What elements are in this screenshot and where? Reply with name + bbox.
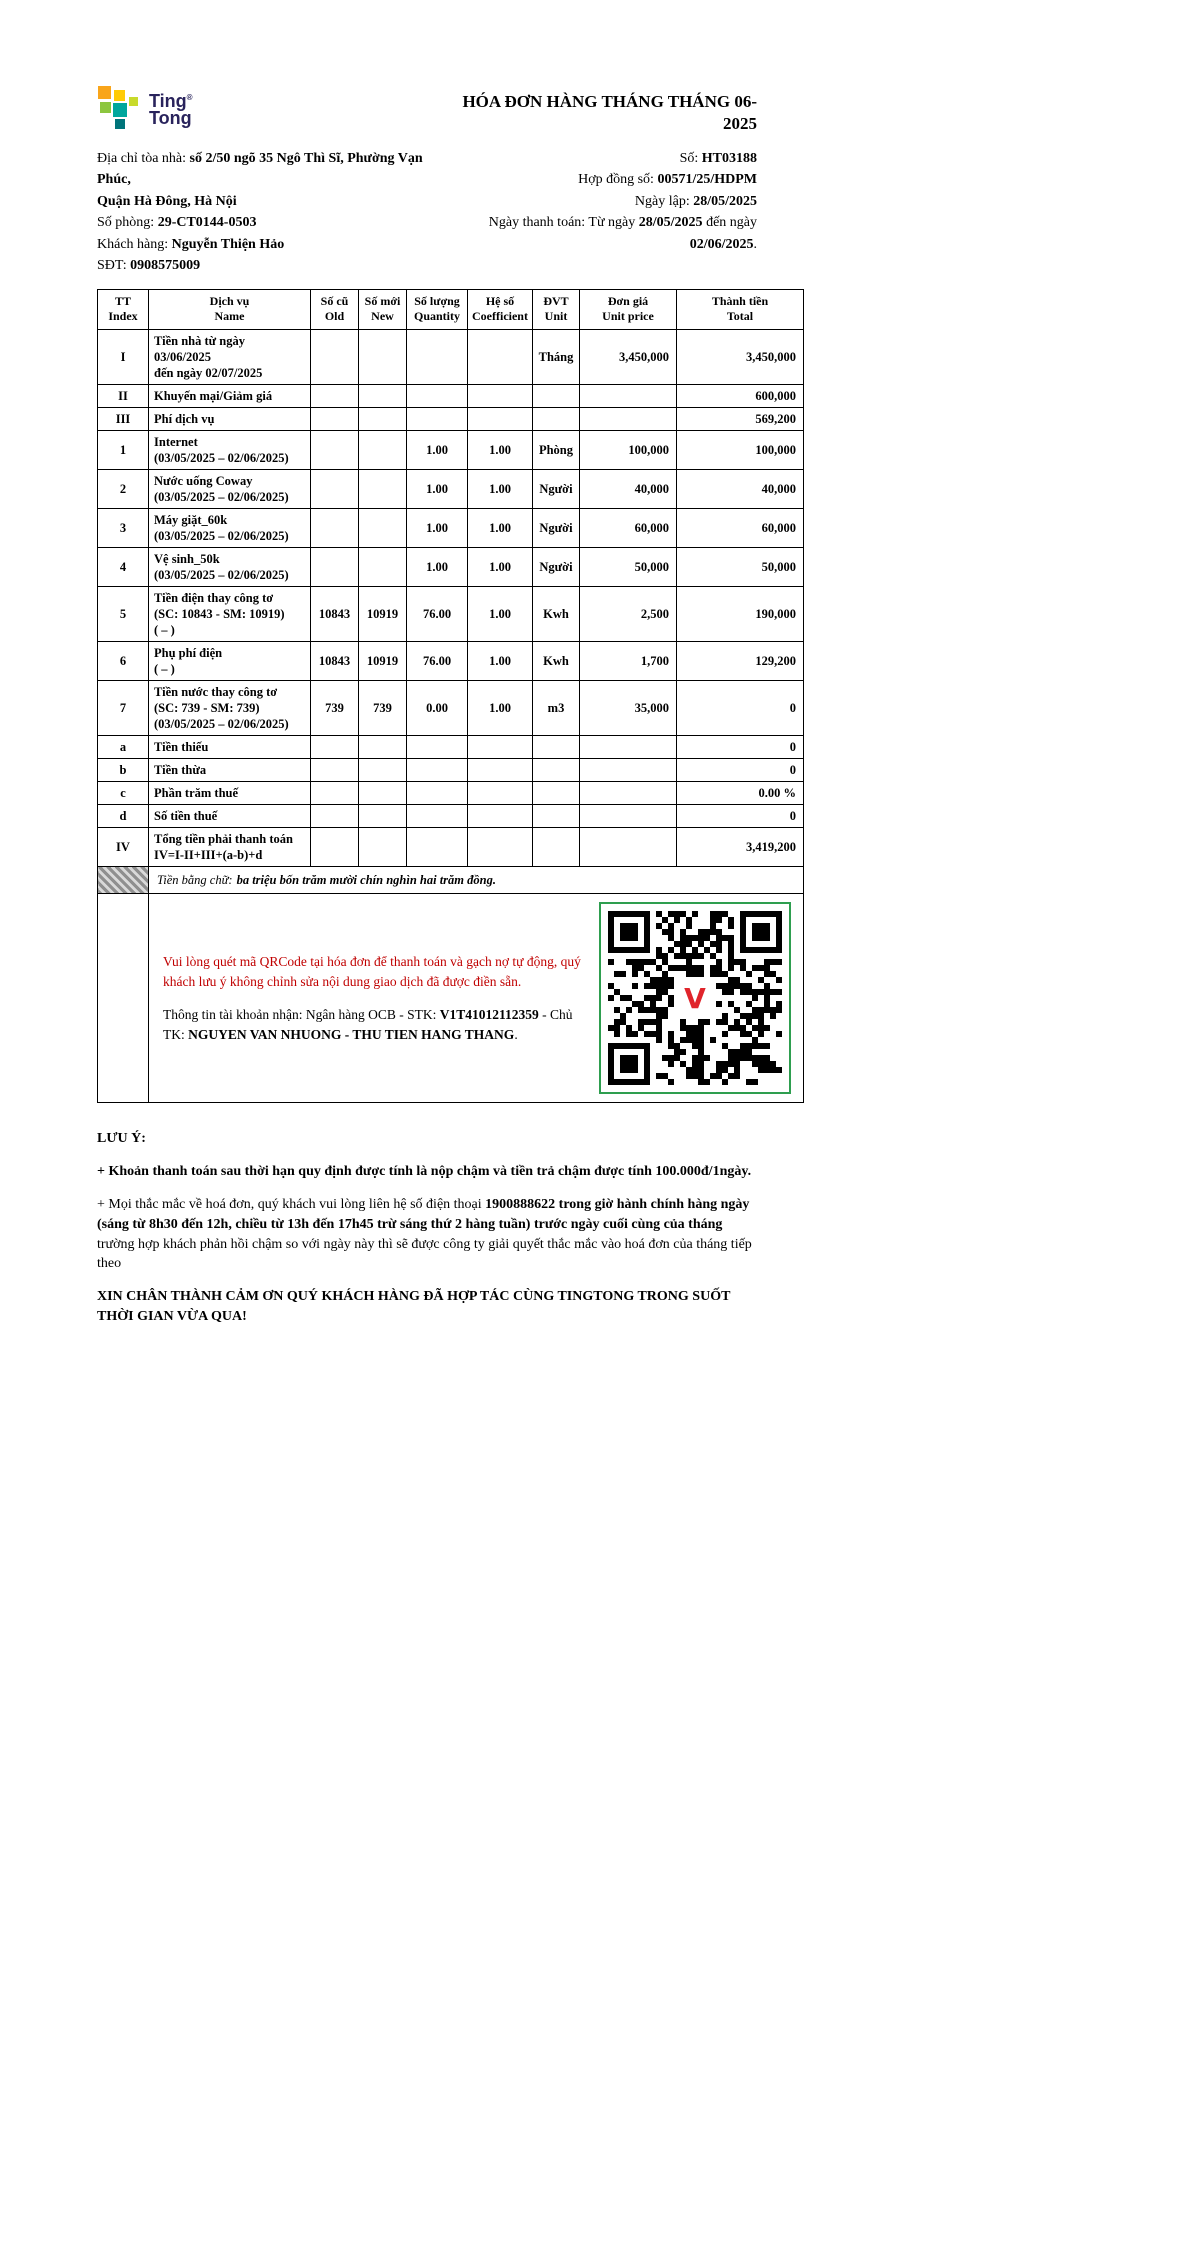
text-segment: Ngày thanh toán: Từ ngày	[488, 215, 639, 231]
cell-name: Nước uống Coway (03/05/2025 – 02/06/2025)	[149, 470, 311, 509]
cell-tt: I	[98, 330, 149, 385]
cell-new	[359, 385, 407, 408]
thanks-note: XIN CHÂN THÀNH CẢM ƠN QUÝ KHÁCH HÀNG ĐÃ HỢP TÁC CÙNG TINGTONG TRONG SUỐT THỜI GIAN VỪA QUA!	[97, 1289, 731, 1325]
cell-qty: 0.00	[407, 681, 468, 736]
cell-old: 10843	[311, 642, 359, 681]
column-header-unit: ĐVT Unit	[533, 289, 580, 329]
cell-unit	[533, 828, 580, 867]
invoice-table	[97, 289, 804, 1103]
cell-coef: 1.00	[468, 587, 533, 642]
notes-heading: LƯU Ý:	[97, 1131, 146, 1147]
cell-total: 60,000	[677, 509, 804, 548]
cell-unit: m3	[533, 681, 580, 736]
cell-qty	[407, 330, 468, 385]
cell-total: 3,450,000	[677, 330, 804, 385]
cell-name: Phí dịch vụ	[149, 408, 311, 431]
cell-new: 10919	[359, 642, 407, 681]
invoice-table-body	[98, 330, 804, 867]
page-title	[462, 85, 757, 136]
cell-old: 739	[311, 681, 359, 736]
cell-total: 0	[677, 759, 804, 782]
cell-old: 10843	[311, 587, 359, 642]
cell-name: Tiền thừa	[149, 759, 311, 782]
info-value: 0908575009	[130, 258, 201, 274]
registered-mark: ®	[186, 93, 193, 102]
table-row	[98, 782, 804, 805]
cell-name: Phần trăm thuế	[149, 782, 311, 805]
text-segment: trường hợp khách phản hồi chậm so với ngày này thì sẽ được công ty giải quyết thắc mắc vào hoá đơn của tháng tiếp theo	[97, 1236, 752, 1272]
cell-name: Internet (03/05/2025 – 02/06/2025)	[149, 431, 311, 470]
building-address-line2: Quận Hà Đông, Hà Nội	[97, 193, 237, 209]
cell-coef: 1.00	[468, 681, 533, 736]
phone-line	[97, 255, 438, 277]
cell-coef	[468, 385, 533, 408]
cell-unit: Người	[533, 509, 580, 548]
cell-qty	[407, 408, 468, 431]
info-value: số 2/50 ngõ 35 Ngô Thì Sĩ, Phường Vạn Phúc,	[97, 150, 423, 188]
cell-total: 0	[677, 736, 804, 759]
cell-price: 50,000	[580, 548, 677, 587]
page-title-line2: 2025	[723, 114, 757, 134]
cell-tt: b	[98, 759, 149, 782]
amount-in-words-row	[98, 867, 804, 894]
notes-section	[97, 1129, 757, 1327]
table-header	[98, 289, 804, 329]
cell-tt: 6	[98, 642, 149, 681]
cell-total: 600,000	[677, 385, 804, 408]
late-fee-note: + Khoản thanh toán sau thời hạn quy định được tính là nộp chậm và tiền trả chậm được tính 100.000đ/1ngày.	[97, 1163, 752, 1179]
qr-payment-note: Vui lòng quét mã QRCode tại hóa đơn để thanh toán và gạch nợ tự động, quý khách lưu ý không chỉnh sửa nội dung giao dịch đã được điền sẵn.	[163, 953, 581, 989]
cell-unit: Kwh	[533, 642, 580, 681]
cell-new: 10919	[359, 587, 407, 642]
table-row	[98, 431, 804, 470]
text-segment: - Chủ TK:	[163, 1007, 573, 1042]
text-segment: 1900888622 trong giờ hành chính hàng ngày (sáng từ 8h30 đến 12h, chiều từ 13h đến 17h45 trừ sáng thứ 2 hàng tuần)	[97, 1196, 750, 1232]
cell-old	[311, 759, 359, 782]
cell-qty	[407, 736, 468, 759]
amount-in-words-label: Tiền bằng chữ:	[157, 873, 233, 888]
payment-section	[149, 894, 804, 1103]
info-value: 29-CT0144-0503	[157, 215, 257, 231]
cell-total: 100,000	[677, 431, 804, 470]
cell-old	[311, 330, 359, 385]
info-label: Số:	[679, 150, 702, 166]
info-value: Nguyễn Thiện Hảo	[171, 236, 285, 252]
cell-new	[359, 470, 407, 509]
cell-unit	[533, 385, 580, 408]
cell-price: 100,000	[580, 431, 677, 470]
column-header-tt: TT Index	[98, 289, 149, 329]
text-segment: 28/05/2025	[638, 215, 703, 231]
tingtong-logo-icon	[97, 85, 141, 133]
info-value: 28/05/2025	[693, 193, 757, 209]
cell-name: Tiền thiếu	[149, 736, 311, 759]
cell-old	[311, 828, 359, 867]
cell-name: Tổng tiền phải thanh toán IV=I-II+III+(a-b)+d	[149, 828, 311, 867]
cell-tt: 5	[98, 587, 149, 642]
cell-coef	[468, 736, 533, 759]
cell-name: Khuyến mại/Giảm giá	[149, 385, 311, 408]
cell-total: 0	[677, 681, 804, 736]
tingtong-logo	[97, 85, 193, 133]
column-header-quantity: Số lượng Quantity	[407, 289, 468, 329]
cell-qty: 1.00	[407, 431, 468, 470]
cell-price	[580, 736, 677, 759]
cell-new	[359, 759, 407, 782]
logo-word-ting: Ting	[149, 91, 187, 111]
cell-tt: 2	[98, 470, 149, 509]
cell-qty: 76.00	[407, 587, 468, 642]
text-segment: Thông tin tài khoản nhận: Ngân hàng OCB - STK:	[163, 1007, 440, 1023]
cell-old	[311, 509, 359, 548]
table-row	[98, 681, 804, 736]
cell-total: 3,419,200	[677, 828, 804, 867]
text-segment: .	[514, 1026, 518, 1042]
table-row	[98, 330, 804, 385]
text-segment: trước ngày cuối cùng của tháng	[530, 1216, 723, 1232]
table-row	[98, 587, 804, 642]
cell-price	[580, 408, 677, 431]
logo-word-tong: Tong	[149, 108, 192, 128]
invoice-number-line	[438, 148, 757, 170]
cell-new	[359, 805, 407, 828]
cell-name: Số tiền thuế	[149, 805, 311, 828]
text-segment: đến ngày	[702, 215, 757, 231]
cell-coef	[468, 782, 533, 805]
cell-coef	[468, 828, 533, 867]
cell-unit: Phòng	[533, 431, 580, 470]
info-label: Địa chỉ tòa nhà:	[97, 150, 190, 166]
cell-unit: Người	[533, 548, 580, 587]
amount-in-words-value: ba triệu bốn trăm mười chín nghìn hai trăm đồng.	[236, 873, 496, 888]
cell-unit	[533, 408, 580, 431]
cell-qty: 76.00	[407, 642, 468, 681]
issue-date-line	[438, 191, 757, 213]
cell-unit	[533, 782, 580, 805]
cell-price	[580, 759, 677, 782]
text-segment: NGUYEN VAN NHUONG - THU TIEN HANG THANG	[188, 1026, 515, 1042]
header	[97, 85, 803, 136]
cell-new: 739	[359, 681, 407, 736]
cell-price: 60,000	[580, 509, 677, 548]
cell-coef: 1.00	[468, 548, 533, 587]
cell-unit: Người	[533, 470, 580, 509]
building-address-line1	[97, 148, 438, 191]
text-segment: V1T41012112359	[439, 1007, 539, 1023]
contact-note	[97, 1195, 757, 1275]
cell-coef	[468, 759, 533, 782]
table-row	[98, 828, 804, 867]
cell-unit	[533, 736, 580, 759]
cell-name: Máy giặt_60k (03/05/2025 – 02/06/2025)	[149, 509, 311, 548]
cell-new	[359, 431, 407, 470]
cell-tt: III	[98, 408, 149, 431]
info-label: SĐT:	[97, 258, 131, 274]
payment-date-line	[438, 212, 757, 255]
table-row	[98, 642, 804, 681]
info-label: Hợp đồng số:	[578, 172, 658, 188]
column-header-new: Số mới New	[359, 289, 407, 329]
cell-total: 40,000	[677, 470, 804, 509]
info-left	[97, 148, 438, 277]
cell-unit: Kwh	[533, 587, 580, 642]
table-row	[98, 548, 804, 587]
column-header-total: Thành tiền Total	[677, 289, 804, 329]
info-label: Ngày lập:	[634, 193, 694, 209]
cell-total: 190,000	[677, 587, 804, 642]
cell-old	[311, 782, 359, 805]
cell-price: 3,450,000	[580, 330, 677, 385]
cell-qty: 1.00	[407, 548, 468, 587]
cell-old	[311, 548, 359, 587]
hatch-cell	[98, 867, 149, 894]
cell-coef: 1.00	[468, 470, 533, 509]
cell-total: 50,000	[677, 548, 804, 587]
cell-old	[311, 431, 359, 470]
cell-qty	[407, 385, 468, 408]
qr-code	[599, 902, 791, 1094]
cell-tt: a	[98, 736, 149, 759]
cell-price	[580, 782, 677, 805]
cell-qty: 1.00	[407, 509, 468, 548]
cell-total: 0	[677, 805, 804, 828]
table-row	[98, 470, 804, 509]
cell-new	[359, 408, 407, 431]
cell-tt: II	[98, 385, 149, 408]
cell-old	[311, 805, 359, 828]
cell-tt: 7	[98, 681, 149, 736]
cell-old	[311, 385, 359, 408]
info-label: Số phòng:	[97, 215, 158, 231]
contract-number-line	[438, 169, 757, 191]
text-segment: 02/06/2025	[689, 236, 754, 252]
column-header-name: Dịch vụ Name	[149, 289, 311, 329]
invoice-info	[97, 148, 803, 277]
text-segment: + Mọi thắc mắc về hoá đơn, quý khách vui lòng liên hệ số điện thoại	[97, 1196, 486, 1212]
cell-name: Tiền nước thay công tơ (SC: 739 - SM: 739) (03/05/2025 – 02/06/2025)	[149, 681, 311, 736]
cell-qty	[407, 759, 468, 782]
cell-qty	[407, 828, 468, 867]
cell-name: Phụ phí điện ( – )	[149, 642, 311, 681]
cell-unit: Tháng	[533, 330, 580, 385]
cell-new	[359, 828, 407, 867]
cell-qty	[407, 805, 468, 828]
cell-qty: 1.00	[407, 470, 468, 509]
cell-new	[359, 509, 407, 548]
customer-name-line	[97, 234, 438, 256]
cell-tt: d	[98, 805, 149, 828]
info-label: Khách hàng:	[97, 236, 172, 252]
cell-new	[359, 782, 407, 805]
cell-price: 1,700	[580, 642, 677, 681]
cell-tt: IV	[98, 828, 149, 867]
table-row	[98, 509, 804, 548]
table-row	[98, 759, 804, 782]
header-row	[98, 289, 804, 329]
cell-coef	[468, 805, 533, 828]
cell-tt: 4	[98, 548, 149, 587]
cell-qty	[407, 782, 468, 805]
info-right	[438, 148, 757, 277]
cell-coef	[468, 330, 533, 385]
table-row	[98, 736, 804, 759]
cell-price	[580, 805, 677, 828]
cell-tt: 1	[98, 431, 149, 470]
info-value: 00571/25/HDPM	[657, 172, 757, 188]
cell-total: 0.00 %	[677, 782, 804, 805]
cell-old	[311, 408, 359, 431]
qr-row	[98, 894, 804, 1103]
cell-name: Tiền điện thay công tơ (SC: 10843 - SM: 10919) ( – )	[149, 587, 311, 642]
invoice-page	[97, 85, 803, 1340]
cell-unit	[533, 805, 580, 828]
cell-name: Vệ sinh_50k (03/05/2025 – 02/06/2025)	[149, 548, 311, 587]
cell-tt: c	[98, 782, 149, 805]
column-header-unit-price: Đơn giá Unit price	[580, 289, 677, 329]
cell-coef: 1.00	[468, 431, 533, 470]
logo-text	[149, 85, 193, 127]
cell-price: 40,000	[580, 470, 677, 509]
info-value: HT03188	[701, 150, 757, 166]
cell-price	[580, 828, 677, 867]
cell-tt: 3	[98, 509, 149, 548]
text-segment: .	[753, 236, 757, 252]
cell-unit	[533, 759, 580, 782]
page-title-line1: HÓA ĐƠN HÀNG THÁNG THÁNG 06-	[462, 92, 757, 111]
cell-total: 129,200	[677, 642, 804, 681]
svg-text:V: V	[684, 982, 706, 1016]
cell-new	[359, 736, 407, 759]
column-header-coefficient: Hệ số Coefficient	[468, 289, 533, 329]
account-info	[163, 1005, 585, 1044]
qr-row-left-cell	[98, 894, 149, 1103]
cell-name: Tiền nhà từ ngày 03/06/2025 đến ngày 02/07/2025	[149, 330, 311, 385]
table-row	[98, 408, 804, 431]
invoice-table-footer	[98, 867, 804, 1103]
cell-coef: 1.00	[468, 642, 533, 681]
cell-price: 2,500	[580, 587, 677, 642]
table-row	[98, 805, 804, 828]
qr-code-svg	[608, 911, 782, 1085]
amount-in-words-cell	[149, 867, 804, 894]
cell-coef	[468, 408, 533, 431]
column-header-old: Số cũ Old	[311, 289, 359, 329]
room-number-line	[97, 212, 438, 234]
cell-new	[359, 330, 407, 385]
table-row	[98, 385, 804, 408]
cell-price	[580, 385, 677, 408]
cell-total: 569,200	[677, 408, 804, 431]
cell-old	[311, 470, 359, 509]
cell-price: 35,000	[580, 681, 677, 736]
cell-old	[311, 736, 359, 759]
cell-new	[359, 548, 407, 587]
payment-instructions	[149, 942, 599, 1054]
cell-coef: 1.00	[468, 509, 533, 548]
